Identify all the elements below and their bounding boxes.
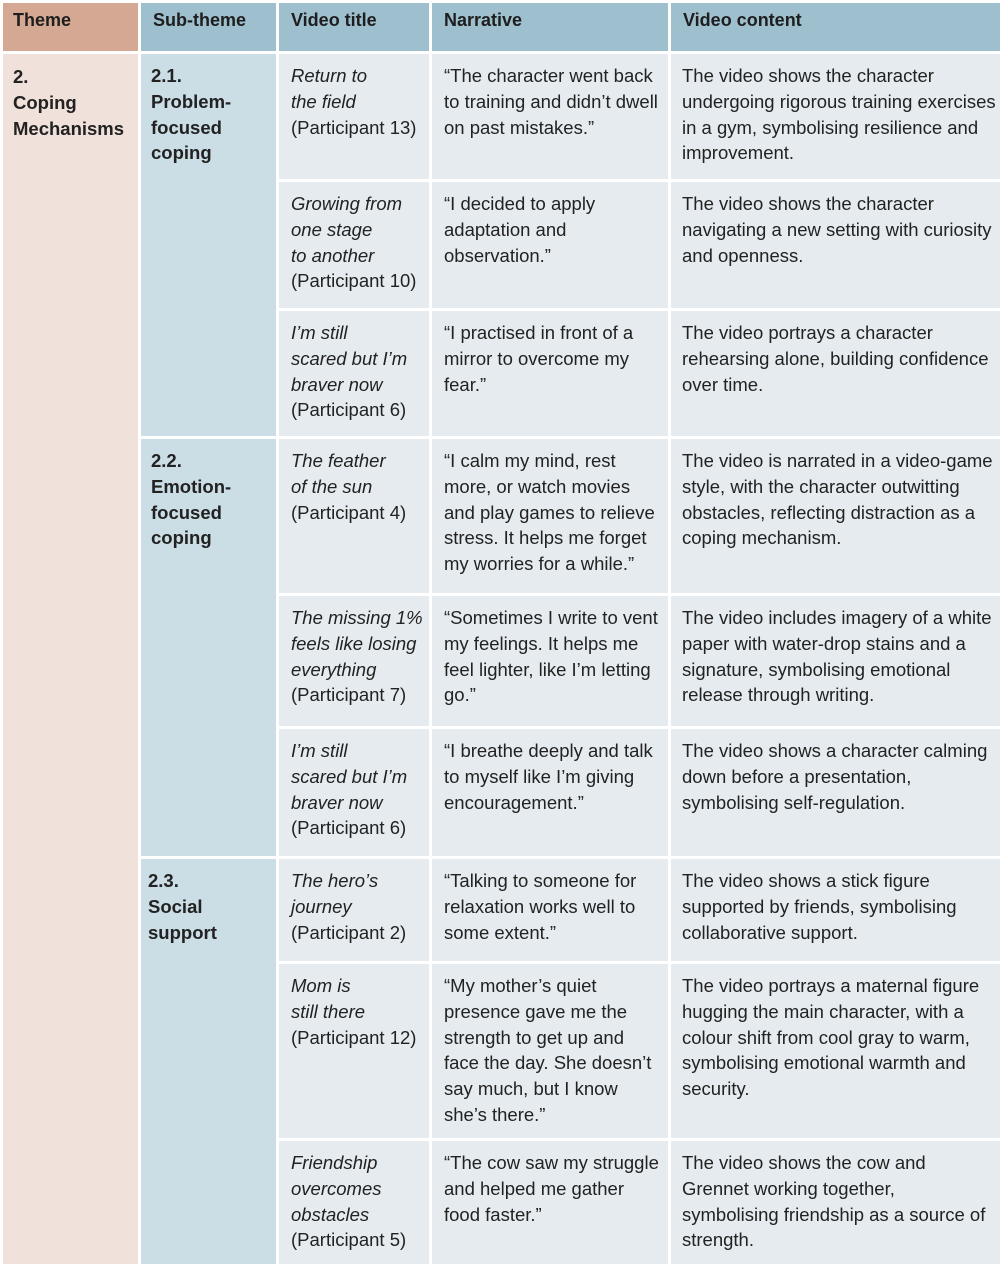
video-title-cell	[278, 181, 431, 310]
theme-label-line1: Coping	[13, 90, 130, 116]
video-content-cell: The video is narrated in a video-game style, with the character outwitting obstacles, reflecting distraction as a coping mechanism.	[670, 438, 1000, 595]
subtheme-label-line1: Problem-	[151, 89, 268, 115]
header-video-content: Video content	[670, 2, 1000, 53]
video-title-line: scared but I’m	[291, 764, 427, 790]
video-title-line: Friendship	[291, 1150, 427, 1176]
subtheme-number: 2.1.	[151, 63, 268, 89]
video-content-cell: The video shows a character calming down before a presentation, symbolising self-regulation.	[670, 728, 1000, 858]
theme-number: 2.	[13, 64, 130, 90]
header-narrative: Narrative	[431, 2, 670, 53]
subtheme-label-line3: coping	[151, 140, 268, 166]
subtheme-label-line1: Emotion-	[151, 474, 268, 500]
video-title-line: braver now	[291, 790, 427, 816]
video-title-line: braver now	[291, 372, 427, 398]
video-title-line: I’m still	[291, 738, 427, 764]
video-title-line: to another	[291, 243, 427, 269]
participant-label: (Participant 7)	[291, 682, 427, 708]
video-title-line: still there	[291, 999, 427, 1025]
video-title-line: one stage	[291, 217, 427, 243]
video-title-cell	[278, 438, 431, 595]
video-title-line: I’m still	[291, 320, 427, 346]
header-row	[2, 2, 1000, 53]
narrative-cell: “The character went back to training and didn’t dwell on past mistakes.”	[431, 53, 670, 181]
narrative-cell: “I practised in front of a mirror to overcome my fear.”	[431, 310, 670, 438]
table-row	[2, 858, 1000, 963]
video-title-line: The hero’s	[291, 868, 427, 894]
header-video-title: Video title	[278, 2, 431, 53]
video-title-line: everything	[291, 657, 427, 683]
video-title-cell	[278, 310, 431, 438]
video-content-cell: The video shows the cow and Grennet working together, symbolising friendship as a source of strength.	[670, 1140, 1000, 1266]
video-title-cell	[278, 53, 431, 181]
video-content-cell: The video shows a stick figure supported by friends, symbolising collaborative support.	[670, 858, 1000, 963]
narrative-cell: “I decided to apply adaptation and observation.”	[431, 181, 670, 310]
narrative-cell: “I breathe deeply and talk to myself like I’m giving encouragement.”	[431, 728, 670, 858]
participant-label: (Participant 12)	[291, 1025, 427, 1051]
video-title-line: feels like losing	[291, 631, 427, 657]
video-title-line: overcomes	[291, 1176, 427, 1202]
video-title-line: obstacles	[291, 1202, 427, 1228]
video-title-cell	[278, 595, 431, 728]
subtheme-cell	[140, 858, 278, 1266]
subtheme-number: 2.3.	[148, 868, 268, 894]
subtheme-label-line2: focused	[151, 500, 268, 526]
narrative-cell: “My mother’s quiet presence gave me the strength to get up and face the day. She doesn’t say much, but I know she’s there.”	[431, 963, 670, 1140]
subtheme-number: 2.2.	[151, 448, 268, 474]
video-content-cell: The video includes imagery of a white paper with water-drop stains and a signature, symbolising emotional release through writing.	[670, 595, 1000, 728]
participant-label: (Participant 6)	[291, 815, 427, 841]
subtheme-label-line1: Social	[148, 894, 268, 920]
participant-label: (Participant 5)	[291, 1227, 427, 1253]
video-title-cell	[278, 963, 431, 1140]
narrative-cell: “Sometimes I write to vent my feelings. It helps me feel lighter, like I’m letting go.”	[431, 595, 670, 728]
video-title-line: The feather	[291, 448, 427, 474]
subtheme-cell	[140, 53, 278, 438]
video-content-cell: The video portrays a maternal figure hugging the main character, with a colour shift from cool gray to warm, symbolising emotional warmth and security.	[670, 963, 1000, 1140]
header-sub-theme: Sub-theme	[140, 2, 278, 53]
video-title-line: scared but I’m	[291, 346, 427, 372]
subtheme-label-line3: coping	[151, 525, 268, 551]
participant-label: (Participant 6)	[291, 397, 427, 423]
participant-label: (Participant 2)	[291, 920, 427, 946]
video-title-line: journey	[291, 894, 427, 920]
video-title-cell	[278, 1140, 431, 1266]
narrative-cell: “The cow saw my struggle and helped me gather food faster.”	[431, 1140, 670, 1266]
participant-label: (Participant 4)	[291, 500, 427, 526]
video-title-line: of the sun	[291, 474, 427, 500]
table-row	[2, 438, 1000, 595]
video-content-cell: The video shows the character navigating a new setting with curiosity and openness.	[670, 181, 1000, 310]
video-content-cell: The video shows the character undergoing rigorous training exercises in a gym, symbolising resilience and improvement.	[670, 53, 1000, 181]
narrative-cell: “I calm my mind, rest more, or watch movies and play games to relieve stress. It helps me forget my worries for a while.”	[431, 438, 670, 595]
header-theme: Theme	[2, 2, 140, 53]
video-title-line: The missing 1%	[291, 605, 427, 631]
video-title-line: Growing from	[291, 191, 427, 217]
subtheme-label-line2: support	[148, 920, 268, 946]
narrative-cell: “Talking to someone for relaxation works well to some extent.”	[431, 858, 670, 963]
participant-label: (Participant 13)	[291, 115, 427, 141]
theme-cell	[2, 53, 140, 1266]
subtheme-cell	[140, 438, 278, 858]
video-title-line: Return to	[291, 63, 427, 89]
video-title-line: the field	[291, 89, 427, 115]
video-title-line: Mom is	[291, 973, 427, 999]
video-title-cell	[278, 728, 431, 858]
subtheme-label-line2: focused	[151, 115, 268, 141]
video-title-cell	[278, 858, 431, 963]
video-content-cell: The video portrays a character rehearsing alone, building confidence over time.	[670, 310, 1000, 438]
table-row	[2, 53, 1000, 181]
participant-label: (Participant 10)	[291, 268, 427, 294]
theme-label-line2: Mechanisms	[13, 116, 130, 142]
